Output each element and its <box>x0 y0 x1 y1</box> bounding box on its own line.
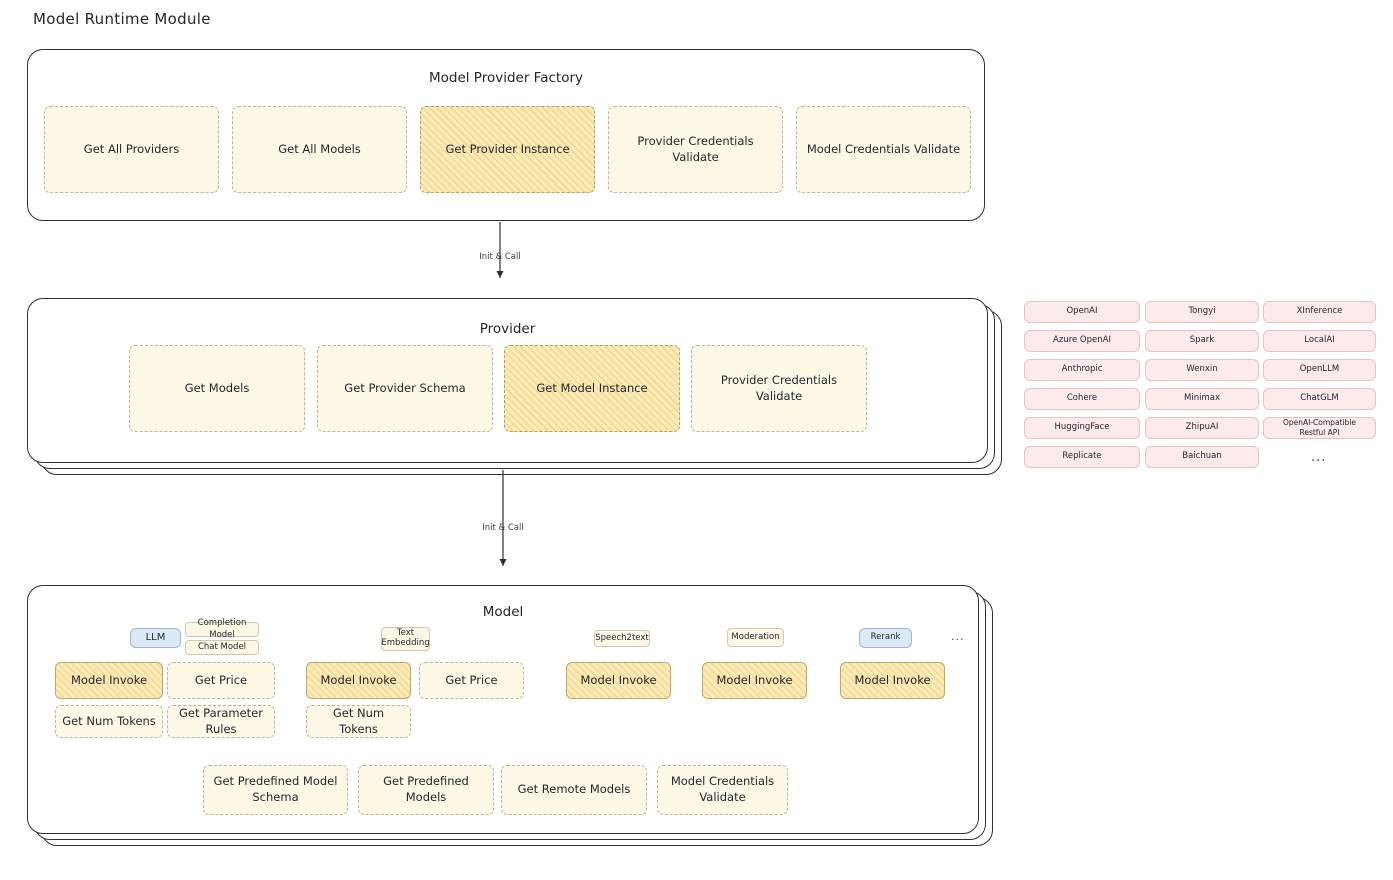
provider-node-label: Get Model Instance <box>536 380 648 395</box>
provider-list-label: Spark <box>1189 335 1215 346</box>
provider-list-item-anthropic[interactable] <box>1024 359 1140 381</box>
model-subtype-completion-model[interactable] <box>185 618 259 640</box>
model-text-embedding-get-num-tokens[interactable] <box>306 705 411 738</box>
provider-list-item-spark[interactable] <box>1145 330 1259 352</box>
provider-list-label: ChatGLM <box>1300 393 1339 404</box>
provider-list-label: LocalAI <box>1304 335 1335 346</box>
provider-list-item-replicate[interactable] <box>1024 446 1140 468</box>
model-type-rerank[interactable] <box>859 628 912 648</box>
provider-list-item-openai[interactable] <box>1024 301 1140 323</box>
factory-node-label: Get All Models <box>278 141 361 156</box>
provider-title: Provider <box>479 321 536 337</box>
model-text-embedding-model-invoke[interactable] <box>306 662 411 699</box>
provider-node-get-model-instance[interactable] <box>504 345 680 432</box>
model-type-label: Text Embedding <box>381 628 430 648</box>
model-subtype-label: Completion Model <box>197 618 247 640</box>
model-node-label: Model Invoke <box>320 672 397 687</box>
provider-list-label: Azure OpenAI <box>1053 335 1111 346</box>
factory-node-provider-credentials-validate[interactable] <box>608 106 783 193</box>
model-node-label: Model Invoke <box>580 672 657 687</box>
model-llm-model-invoke[interactable] <box>55 662 163 699</box>
model-node-label: Get Predefined Models <box>383 774 469 804</box>
model-speech2text-model-invoke[interactable] <box>566 662 671 699</box>
model-node-label: Get Price <box>194 672 248 687</box>
model-provider-factory-title: Model Provider Factory <box>428 70 583 86</box>
provider-node-get-provider-schema[interactable] <box>317 345 493 432</box>
provider-list-ellipsis: ... <box>1311 450 1327 465</box>
provider-list-label: Tongyi <box>1188 306 1216 317</box>
provider-list-label: OpenAI <box>1066 306 1098 317</box>
provider-node-provider-credentials-validate[interactable] <box>691 345 867 432</box>
provider-list-item-localai[interactable] <box>1263 330 1376 352</box>
provider-list-item-baichuan[interactable] <box>1145 446 1259 468</box>
provider-list-label: Baichuan <box>1182 451 1222 462</box>
model-text-embedding-get-price[interactable] <box>419 662 524 699</box>
provider-list-item-tongyi[interactable] <box>1145 301 1259 323</box>
model-type-label: Rerank <box>870 632 901 643</box>
provider-list-label: OpenAI-Compatible Restful API <box>1282 417 1357 437</box>
model-node-label: Model Invoke <box>854 672 931 687</box>
factory-node-label: Provider Credentials Validate <box>637 133 754 164</box>
provider-list-item-chatglm[interactable] <box>1263 388 1376 410</box>
model-type-label: LLM <box>145 632 166 644</box>
factory-node-label: Get All Providers <box>83 141 180 156</box>
provider-list-item-xinference[interactable] <box>1263 301 1376 323</box>
provider-list-label: XInference <box>1296 306 1343 317</box>
provider-list-item-azure-openai[interactable] <box>1024 330 1140 352</box>
provider-node-label: Get Models <box>184 380 250 395</box>
model-rerank-model-invoke[interactable] <box>840 662 945 699</box>
model-title: Model <box>482 604 524 620</box>
provider-list-label: Anthropic <box>1061 364 1103 375</box>
model-node-label: Model Credentials Validate <box>670 774 775 804</box>
model-node-label: Model Invoke <box>70 672 148 687</box>
provider-node-label: Get Provider Schema <box>344 380 466 395</box>
model-llm-get-parameter-rules[interactable] <box>167 705 275 738</box>
factory-node-get-provider-instance[interactable] <box>420 106 595 193</box>
model-type-speech2text[interactable] <box>594 630 650 647</box>
model-type-text-embedding[interactable] <box>381 627 430 651</box>
model-type-moderation[interactable] <box>727 628 784 647</box>
provider-list-label: HuggingFace <box>1054 422 1110 433</box>
provider-list-label: Wenxin <box>1186 364 1218 375</box>
model-llm-get-num-tokens[interactable] <box>55 705 163 738</box>
model-node-label: Get Num Tokens <box>62 713 156 728</box>
provider-list-label: Cohere <box>1066 393 1098 404</box>
provider-list-item-minimax[interactable] <box>1145 388 1259 410</box>
page-title: Model Runtime Module <box>33 10 211 28</box>
model-get-remote-models[interactable] <box>501 765 647 815</box>
model-subtype-chat-model[interactable] <box>185 640 259 655</box>
model-types-ellipsis: ... <box>951 630 965 643</box>
model-type-llm[interactable] <box>130 628 181 648</box>
model-node-label: Get Parameter Rules <box>179 705 263 736</box>
model-get-predefined-models[interactable] <box>358 765 494 815</box>
arrow-label-factory-to-provider: Init & Call <box>479 252 521 262</box>
model-credentials-validate[interactable] <box>657 765 788 815</box>
model-node-label: Get Predefined Model Schema <box>213 774 338 804</box>
provider-list-item-cohere[interactable] <box>1024 388 1140 410</box>
provider-node-get-models[interactable] <box>129 345 305 432</box>
model-node-label: Get Remote Models <box>517 782 631 797</box>
factory-node-label: Model Credentials Validate <box>806 141 961 156</box>
model-type-label: Moderation <box>731 631 780 642</box>
provider-list-label: Replicate <box>1062 451 1102 462</box>
model-type-label: Speech2text <box>595 632 649 643</box>
factory-node-get-all-providers[interactable] <box>44 106 219 193</box>
factory-node-model-credentials-validate[interactable] <box>796 106 971 193</box>
model-llm-get-price[interactable] <box>167 662 275 699</box>
provider-list-item-openai-compatible[interactable] <box>1263 417 1376 439</box>
model-moderation-model-invoke[interactable] <box>702 662 807 699</box>
factory-node-label: Get Provider Instance <box>445 141 570 156</box>
model-get-predefined-model-schema[interactable] <box>203 765 348 815</box>
arrow-label-provider-to-model: Init & Call <box>482 523 524 533</box>
provider-list-item-wenxin[interactable] <box>1145 359 1259 381</box>
model-node-label: Get Price <box>445 672 498 687</box>
provider-list-label: Minimax <box>1184 393 1220 404</box>
factory-node-get-all-models[interactable] <box>232 106 407 193</box>
model-node-label: Get Num Tokens <box>332 705 385 736</box>
provider-list-label: ZhipuAI <box>1185 422 1219 433</box>
model-node-label: Model Invoke <box>716 672 793 687</box>
provider-list-item-huggingface[interactable] <box>1024 417 1140 439</box>
model-subtype-label: Chat Model <box>197 641 247 652</box>
provider-list-item-openllm[interactable] <box>1263 359 1376 381</box>
provider-list-item-zhipuai[interactable] <box>1145 417 1259 439</box>
provider-node-label: Provider Credentials Validate <box>720 372 838 403</box>
provider-list-label: OpenLLM <box>1299 364 1340 375</box>
